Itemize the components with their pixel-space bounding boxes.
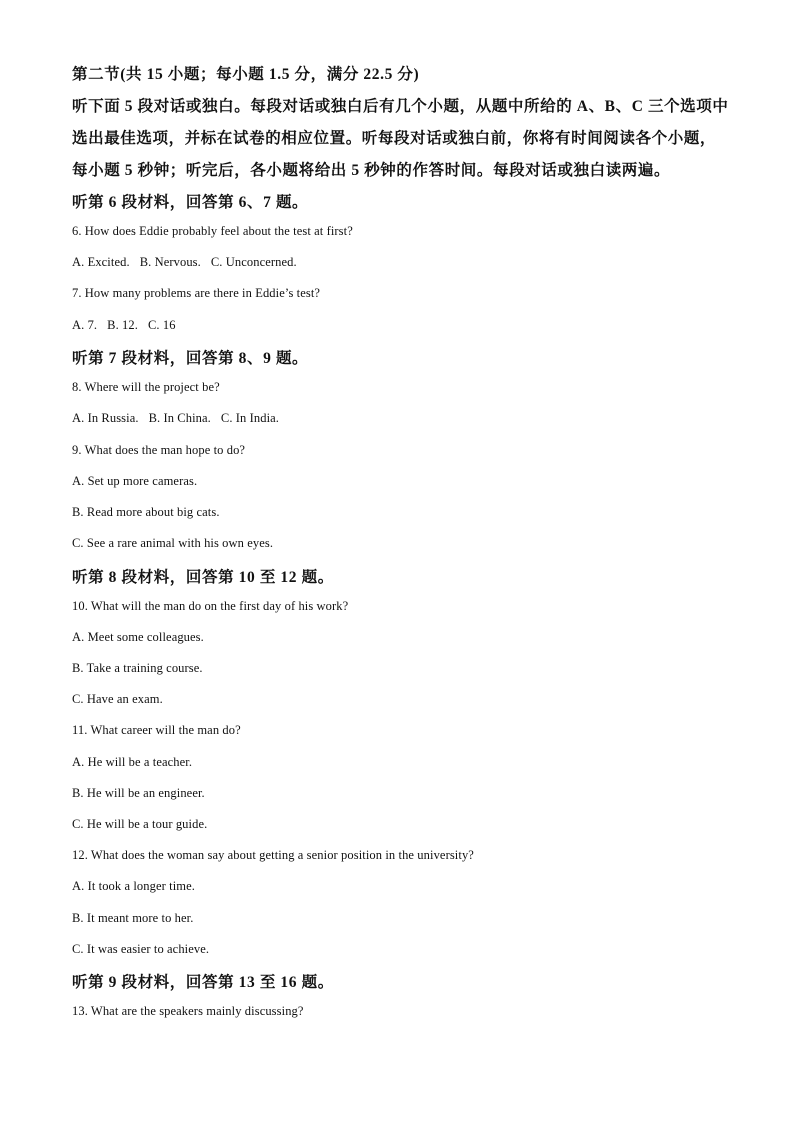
option: A. Excited. — [72, 255, 130, 269]
instruction-line: 听下面 5 段对话或独白。每段对话或独白后有几个小题，从题中所给的 A、B、C 三个选项中 — [72, 98, 729, 115]
question-text: 9. What does the man hope to do? — [72, 443, 246, 457]
option-row — [72, 255, 307, 270]
option: A. He will be a teacher. — [72, 755, 193, 769]
section-header: 第二节(共 15 小题；每小题 1.5 分，满分 22.5 分) — [72, 66, 420, 83]
option: C. In India. — [220, 411, 280, 425]
option: B. Read more about big cats. — [72, 505, 220, 519]
option: A. Set up more cameras. — [72, 474, 198, 488]
question-text: 10. What will the man do on the first day of his work? — [72, 599, 349, 613]
option: B. 12. — [107, 318, 138, 332]
group-heading: 听第 7 段材料，回答第 8、9 题。 — [72, 350, 309, 367]
option: A. It took a longer time. — [72, 879, 195, 893]
option: C. See a rare animal with his own eyes. — [72, 536, 274, 550]
option: C. He will be a tour guide. — [72, 817, 208, 831]
option: C. Have an exam. — [72, 692, 163, 706]
instruction-line: 选出最佳选项，并标在试卷的相应位置。听每段对话或独白前，你将有时间阅读各个小题， — [72, 130, 717, 147]
option: B. Take a training course. — [72, 661, 203, 675]
option: A. 7. — [72, 318, 98, 332]
option-row — [72, 318, 186, 333]
option: C. It was easier to achieve. — [72, 942, 210, 956]
group-heading: 听第 8 段材料，回答第 10 至 12 题。 — [72, 569, 334, 586]
option-row — [72, 411, 289, 426]
question-text: 6. How does Eddie probably feel about the test at first? — [72, 224, 353, 238]
question-text: 13. What are the speakers mainly discussing? — [72, 1004, 304, 1018]
question-text: 8. Where will the project be? — [72, 380, 220, 394]
option: A. Meet some colleagues. — [72, 630, 204, 644]
option: B. He will be an engineer. — [72, 786, 205, 800]
option: B. It meant more to her. — [72, 911, 194, 925]
question-text: 11. What career will the man do? — [72, 723, 241, 737]
option: B. In China. — [148, 411, 211, 425]
option: C. Unconcerned. — [210, 255, 297, 269]
option: B. Nervous. — [139, 255, 201, 269]
option: A. In Russia. — [72, 411, 139, 425]
instruction-line: 每小题 5 秒钟；听完后，各小题将给出 5 秒钟的作答时间。每段对话或独白读两遍。 — [72, 162, 671, 179]
group-heading: 听第 9 段材料，回答第 13 至 16 题。 — [72, 974, 334, 991]
option: C. 16 — [147, 318, 176, 332]
group-heading: 听第 6 段材料，回答第 6、7 题。 — [72, 194, 309, 211]
question-text: 7. How many problems are there in Eddie’s test? — [72, 286, 321, 300]
question-text: 12. What does the woman say about getting a senior position in the university? — [72, 848, 474, 862]
